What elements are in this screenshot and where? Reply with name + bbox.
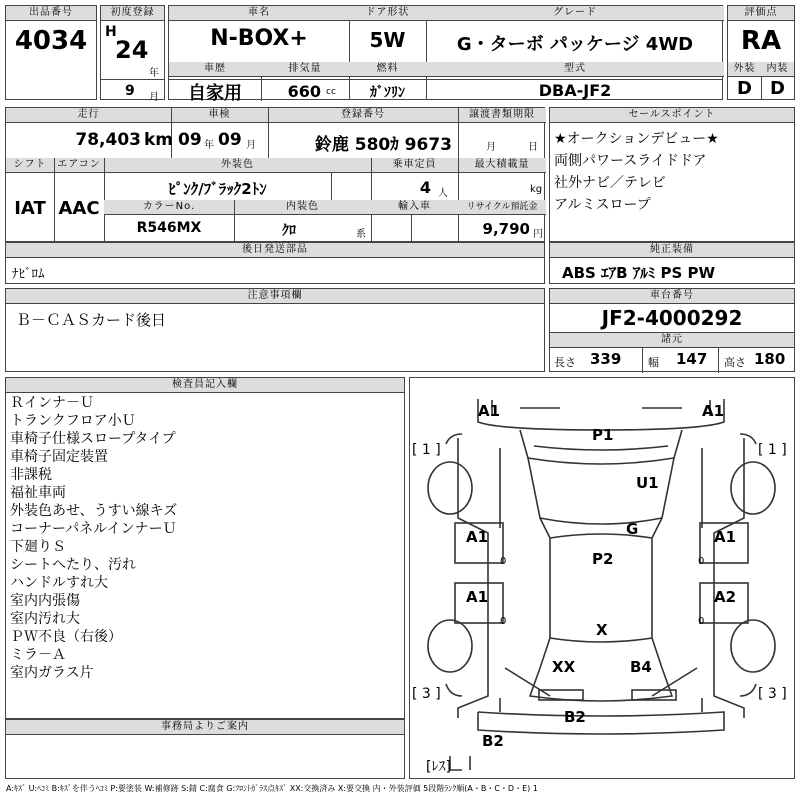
color-number: R546MX bbox=[136, 220, 202, 236]
capacity-label: 乗車定員 bbox=[371, 158, 458, 173]
later-parts: ﾅﾋﾞﾛﾑ bbox=[12, 267, 45, 282]
inspector-box bbox=[5, 377, 405, 719]
car-history: 自家用 bbox=[188, 83, 242, 104]
grade: G・ターボ パッケージ 4WD bbox=[456, 34, 694, 55]
mark-xx: XX bbox=[552, 658, 576, 676]
cc-label: 排気量 bbox=[261, 62, 349, 77]
car-name: N-BOX+ bbox=[210, 26, 308, 51]
mark-a1-left-rear: A1 bbox=[466, 588, 489, 606]
inspector-note: 室内汚れ大 bbox=[10, 611, 80, 627]
exterior-color: ﾋﾟﾝｸ/ﾌﾞﾗｯｸ2ﾄﾝ bbox=[168, 180, 267, 198]
mileage: 78,403 bbox=[75, 130, 141, 150]
legend: A:ｷｽﾞ U:ﾍｺﾐ B:ｷｽﾞを伴うﾍｺﾐ P:要塗装 W:補修跡 S:錆 C:腐食 G:ﾌﾛﾝﾄｶﾞﾗｽ点ｷｽﾞ XX:交換済み X:要交換 内・外装評価 5段階ﾗﾝｸ順(A・B・C・D・E) 1 bbox=[6, 784, 538, 793]
fuel-type: ｶﾞｿﾘﾝ bbox=[370, 85, 405, 101]
plate-label: 登録番号 bbox=[268, 108, 458, 123]
inspector-note: 非課税 bbox=[10, 467, 52, 483]
inspector-note: 福祉車両 bbox=[10, 485, 66, 501]
door-zero-left-rear: 0 bbox=[500, 616, 507, 627]
load-label: 最大積載量 bbox=[458, 158, 546, 173]
tire-rear-right: [ 3 ] bbox=[758, 686, 787, 702]
office-box bbox=[5, 719, 405, 779]
tire-rear-left: [ 3 ] bbox=[412, 686, 441, 702]
recycle-unit: 円 bbox=[533, 229, 543, 240]
ac-label: エアコン bbox=[54, 158, 104, 173]
ext-grade-label: 外装 bbox=[728, 62, 761, 77]
reg-month: 9 bbox=[125, 83, 135, 99]
mark-b2-bumper: B2 bbox=[482, 732, 504, 750]
inspector-note: 下廻りＳ bbox=[10, 539, 66, 555]
recycle-label: リサイクル預託金 bbox=[458, 200, 546, 215]
inspector-note: シートへたり、汚れ bbox=[10, 557, 136, 573]
sales-point-item: 両側パワースライドドア bbox=[554, 153, 707, 169]
equipment: ABS ｴｱB ｱﾙﾐ PS PW bbox=[562, 264, 716, 282]
sales-point-item: アルミスロープ bbox=[554, 197, 651, 213]
height-label: 高さ bbox=[724, 356, 746, 369]
reg-year: 24 bbox=[115, 36, 149, 64]
inspector-note: 車椅子固定装置 bbox=[10, 449, 108, 465]
mark-b2-rear: B2 bbox=[564, 708, 586, 726]
spare-tire: [ﾚｽ] bbox=[426, 759, 451, 775]
mark-u1: U1 bbox=[636, 474, 659, 492]
shift-type: IAT bbox=[14, 198, 46, 219]
grade-label: グレード bbox=[426, 6, 724, 21]
width: 147 bbox=[676, 350, 708, 368]
displacement: 660 bbox=[287, 82, 321, 101]
door-zero-right-rear: 0 bbox=[698, 616, 705, 627]
car-diagram bbox=[410, 378, 793, 777]
later-parts-label: 後日発送部品 bbox=[6, 243, 544, 258]
inspector-note: 車椅子仕様スロープタイプ bbox=[10, 431, 176, 447]
inspection-month: 09 bbox=[218, 130, 242, 150]
import-label: 輸入車 bbox=[371, 200, 458, 215]
car-name-label: 車名 bbox=[169, 6, 349, 21]
chassis-box bbox=[549, 288, 795, 372]
inspector-note: 室内内張傷 bbox=[10, 593, 80, 609]
inspector-note: Ｒインナ－Ｕ bbox=[10, 395, 94, 411]
notes-text: Ｂ－ＣＡＳカード後日 bbox=[16, 311, 167, 329]
sales-point-box bbox=[549, 107, 795, 242]
mileage-unit: km bbox=[144, 130, 174, 150]
mark-p2: P2 bbox=[592, 550, 614, 568]
plate-number: 鈴鹿 580ｶ 9673 bbox=[314, 135, 452, 155]
height: 180 bbox=[754, 350, 786, 368]
int-grade: D bbox=[770, 78, 785, 99]
mark-a1-right-front: A1 bbox=[714, 528, 737, 546]
reg-year-unit: 年 bbox=[149, 68, 159, 79]
load-unit: kg bbox=[530, 184, 543, 195]
interior-label: 内装色 bbox=[234, 200, 371, 215]
inspection-year: 09 bbox=[178, 130, 202, 150]
mark-a1-top-left: A1 bbox=[478, 402, 501, 420]
ext-grade: D bbox=[737, 78, 752, 99]
inspector-list bbox=[10, 394, 177, 682]
mark-a2-right-rear: A2 bbox=[714, 588, 737, 606]
mileage-label: 走行 bbox=[6, 108, 171, 123]
inspector-note: トランクフロア小Ｕ bbox=[10, 413, 136, 429]
fuel-label: 燃料 bbox=[349, 62, 426, 77]
history-label: 車歴 bbox=[169, 62, 261, 77]
transfer-day-unit: 日 bbox=[528, 142, 538, 153]
sales-point-list bbox=[554, 128, 719, 216]
length-label: 長さ bbox=[554, 356, 576, 369]
tire-front-left: [ 1 ] bbox=[412, 442, 441, 458]
inspector-note: コーナーパネルインナーＵ bbox=[10, 521, 177, 537]
color-label: 外装色 bbox=[104, 158, 371, 173]
capacity-unit: 人 bbox=[438, 188, 448, 199]
lot-box bbox=[5, 5, 97, 100]
capacity: 4 bbox=[419, 178, 431, 197]
chassis-label: 車台番号 bbox=[550, 289, 794, 304]
lot-label: 出品番号 bbox=[6, 6, 96, 21]
sales-point-item: 社外ナビ／テレビ bbox=[554, 175, 666, 191]
score-box bbox=[727, 5, 795, 100]
sales-point-item: ★オークションデビュー★ bbox=[554, 131, 719, 147]
ac-type: AAC bbox=[58, 198, 100, 219]
interior-color: ｸﾛ bbox=[282, 223, 296, 239]
mark-x: X bbox=[596, 621, 608, 639]
inspection-month-unit: 月 bbox=[246, 140, 256, 151]
shift-label: シフト bbox=[6, 158, 54, 173]
reg-month-unit: 月 bbox=[149, 92, 159, 103]
reg-era: H bbox=[105, 24, 117, 40]
transfer-month-unit: 月 bbox=[486, 142, 496, 153]
chassis-number: JF2-4000292 bbox=[601, 306, 743, 330]
damage-diagram-box bbox=[409, 377, 795, 779]
reg-label: 初度登録 bbox=[101, 6, 164, 21]
office-label: 事務局よりご案内 bbox=[6, 720, 404, 735]
equipment-box bbox=[549, 242, 795, 284]
door-label: ドア形状 bbox=[349, 6, 426, 21]
length: 339 bbox=[590, 350, 622, 368]
detail-box bbox=[5, 107, 545, 242]
tire-front-right: [ 1 ] bbox=[758, 442, 787, 458]
inspector-note: ミラ－Ａ bbox=[10, 647, 66, 663]
inspector-note: 外装色あせ、うすい線キズ bbox=[10, 503, 178, 519]
interior-unit: 系 bbox=[356, 229, 366, 240]
mark-p1: P1 bbox=[592, 426, 614, 444]
mark-a1-left-front: A1 bbox=[466, 528, 489, 546]
auction-score: RA bbox=[740, 26, 782, 56]
notes-label: 注意事項欄 bbox=[6, 289, 544, 304]
door-zero-right-front: 0 bbox=[698, 556, 705, 567]
notes-box bbox=[5, 288, 545, 372]
model-code: DBA-JF2 bbox=[538, 81, 612, 100]
inspector-label: 検査員記入欄 bbox=[6, 378, 404, 393]
equipment-label: 純正装備 bbox=[550, 243, 794, 258]
width-label: 幅 bbox=[648, 356, 659, 369]
later-parts-box bbox=[5, 242, 545, 284]
score-label: 評価点 bbox=[728, 6, 794, 21]
sales-point-label: セールスポイント bbox=[550, 108, 794, 123]
lot-number: 4034 bbox=[14, 26, 88, 56]
model-label: 型式 bbox=[426, 62, 724, 77]
registration-box bbox=[100, 5, 165, 103]
inspector-note: ハンドルすれ大 bbox=[10, 575, 108, 591]
cc-unit: cc bbox=[326, 87, 336, 97]
mark-b4: B4 bbox=[630, 658, 652, 676]
door-type: 5W bbox=[369, 28, 406, 52]
mark-g: G bbox=[626, 520, 639, 538]
mark-a1-top-right: A1 bbox=[702, 402, 725, 420]
transfer-label: 譲渡書類期限 bbox=[458, 108, 546, 123]
top-row-box bbox=[168, 5, 723, 104]
dimensions-label: 諸元 bbox=[550, 332, 794, 348]
inspector-note: 室内ガラス片 bbox=[10, 665, 94, 681]
door-zero-left-front: 0 bbox=[500, 556, 507, 567]
int-grade-label: 内装 bbox=[761, 62, 794, 77]
colorno-label: カラーNo. bbox=[104, 200, 234, 215]
recycle-fee: 9,790 bbox=[482, 220, 530, 238]
inspection-year-unit: 年 bbox=[204, 140, 214, 151]
inspection-label: 車検 bbox=[171, 108, 268, 123]
inspector-note: ＰＷ不良（右後） bbox=[10, 629, 122, 645]
